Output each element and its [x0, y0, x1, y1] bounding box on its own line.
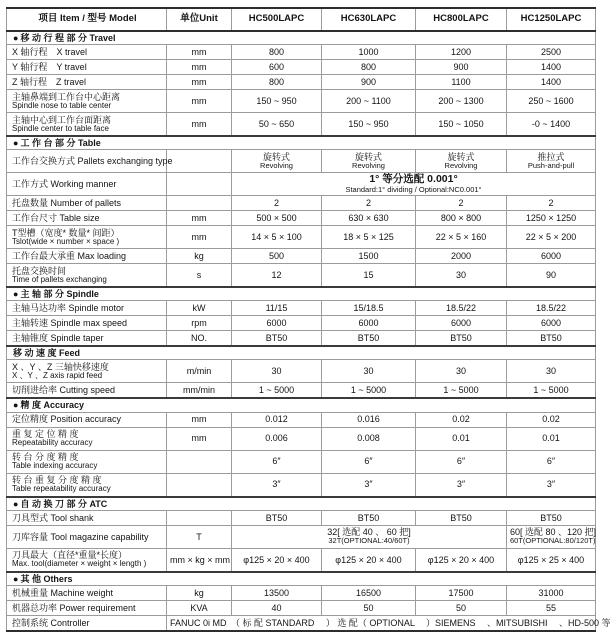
section-row — [7, 31, 596, 45]
value-cell: 11/15 — [232, 301, 322, 316]
text-line: Standard:1° dividing / Optional:NC0.001° — [345, 184, 482, 194]
section-label: 主 轴 部 分 Spindle — [20, 289, 99, 300]
section-label: 移 动 行 程 部 分 Travel — [20, 33, 116, 43]
value-cell: φ125 × 25 × 400 — [507, 548, 596, 572]
value-cell: 200 ~ 1300 — [416, 90, 507, 113]
section-label: 工 作 台 部 分 Table — [20, 138, 101, 149]
spec-item-cell — [7, 412, 167, 427]
value-cell: 800 — [232, 75, 322, 90]
text-line: Table indexing accuracy — [12, 461, 98, 471]
value-cell: 500 × 500 — [232, 211, 322, 226]
value-cell — [416, 150, 507, 173]
section-label: 其 他 Others — [20, 573, 73, 584]
value-cell: 1 ~ 5000 — [322, 383, 416, 399]
text-line: 重 复 定 位 精 度 — [12, 429, 79, 440]
value-cell: 30 — [322, 360, 416, 383]
spec-row — [7, 196, 596, 211]
text-line: Z 轴行程 Z travel — [12, 77, 87, 88]
value-cell: 900 — [322, 75, 416, 90]
value-cell — [232, 150, 322, 173]
spec-item-cell — [7, 301, 167, 316]
value-cell: φ125 × 20 × 400 — [322, 548, 416, 572]
value-cell: 18 × 5 × 125 — [322, 226, 416, 249]
value-cell: BT50 — [507, 331, 596, 347]
value-cell: 2 — [507, 196, 596, 211]
value-cell: 1000 — [322, 45, 416, 60]
section-label: 精 度 Accuracy — [20, 400, 84, 411]
spec-row — [7, 90, 596, 113]
text-line: 工作方式 Working manner — [12, 179, 117, 190]
value-cell: BT50 — [322, 331, 416, 347]
spec-row — [7, 427, 596, 450]
unit-cell: mm × kg × mm — [167, 548, 232, 572]
unit-cell: mm — [167, 113, 232, 137]
value-cell: 16500 — [322, 585, 416, 600]
spec-item-cell — [7, 331, 167, 347]
value-cell: 2 — [416, 196, 507, 211]
spec-row — [7, 331, 596, 347]
section-row — [7, 287, 596, 301]
unit-cell: KVA — [167, 600, 232, 615]
value-cell: 0.006 — [232, 427, 322, 450]
text-line: Spindle nose to table center — [12, 100, 112, 110]
value-cell: 30 — [232, 360, 322, 383]
value-cell: 6000 — [507, 316, 596, 331]
value-cell — [232, 525, 507, 548]
value-cell: 22 × 5 × 200 — [507, 226, 596, 249]
value-cell: 6000 — [322, 316, 416, 331]
text-line: 刀具最大（直径*重量*长度） — [12, 550, 128, 561]
spec-item-cell — [7, 75, 167, 90]
bullet-icon: ● — [13, 400, 19, 411]
value-cell: 1400 — [507, 75, 596, 90]
spec-item-cell — [7, 90, 167, 113]
value-cell: 0.02 — [416, 412, 507, 427]
bullet-icon: ● — [13, 498, 19, 509]
spec-row — [7, 316, 596, 331]
spec-row — [7, 45, 596, 60]
text-line: 32T(OPTIONAL:40/60T) — [328, 536, 410, 546]
text-line: 机器总功率 Power requirement — [12, 602, 136, 613]
spec-row — [7, 301, 596, 316]
spec-item-cell — [7, 473, 167, 497]
value-cell — [507, 150, 596, 173]
text-line: T型槽（宽度* 数量* 间距） — [12, 227, 120, 238]
text-line: Revolving — [352, 161, 385, 170]
value-cell: 150 ~ 950 — [232, 90, 322, 113]
value-cell — [322, 150, 416, 173]
text-line: 32[ 选配 40 、 60 把] — [327, 527, 411, 538]
value-cell: 40 — [232, 600, 322, 615]
section-label: 自 动 换 刀 部 分 ATC — [20, 498, 108, 509]
text-line: Y 轴行程 Y travel — [12, 62, 87, 73]
value-cell — [232, 173, 596, 196]
value-cell: 800 × 800 — [416, 211, 507, 226]
spec-item-cell — [7, 510, 167, 525]
value-cell: 50 — [416, 600, 507, 615]
value-cell: 15/18.5 — [322, 301, 416, 316]
spec-item-cell — [7, 211, 167, 226]
unit-cell — [167, 173, 232, 196]
section-row — [7, 136, 596, 150]
text-line: 主轴鼻端到工作台中心距离 — [12, 91, 121, 102]
section-label-cell — [7, 398, 596, 412]
unit-cell: s — [167, 264, 232, 288]
value-cell: BT50 — [232, 331, 322, 347]
value-cell: 1400 — [507, 60, 596, 75]
column-header-model: HC800LAPC — [416, 8, 507, 31]
value-cell: 0.01 — [416, 427, 507, 450]
value-cell: 6″ — [232, 450, 322, 473]
text-line: 旋转式 — [354, 151, 382, 162]
spec-row — [7, 510, 596, 525]
text-line: 主轴锥度 Spindle taper — [12, 333, 104, 344]
unit-cell: T — [167, 525, 232, 548]
value-cell: 800 — [232, 45, 322, 60]
unit-cell: mm/min — [167, 383, 232, 399]
spec-item-cell — [7, 600, 167, 615]
text-line: Tslot(wide × number × space ) — [12, 236, 120, 246]
value-cell: 22 × 5 × 160 — [416, 226, 507, 249]
value-cell: 800 — [322, 60, 416, 75]
value-cell: 0.008 — [322, 427, 416, 450]
value-cell: 0.02 — [507, 412, 596, 427]
section-label-cell — [7, 346, 596, 360]
value-cell: -0 ~ 1400 — [507, 113, 596, 137]
text-line: Table repeatability accuracy — [12, 484, 111, 494]
value-cell — [507, 525, 596, 548]
spec-row — [7, 150, 596, 173]
value-cell: 2500 — [507, 45, 596, 60]
bullet-icon: ● — [13, 33, 19, 43]
spec-item-cell — [7, 585, 167, 600]
value-cell — [167, 615, 611, 631]
value-cell: 12 — [232, 264, 322, 288]
section-row — [7, 346, 596, 360]
value-cell: 3″ — [232, 473, 322, 497]
value-cell: 55 — [507, 600, 596, 615]
spec-item-cell — [7, 150, 173, 173]
value-cell: 50 — [322, 600, 416, 615]
value-cell: 31000 — [507, 585, 596, 600]
value-cell: 630 × 630 — [322, 211, 416, 226]
column-header-item: 项目 Item / 型号 Model — [7, 8, 167, 31]
text-line: 1° 等分选配 0.001° — [369, 173, 458, 186]
value-cell: 900 — [416, 60, 507, 75]
bullet-icon: ● — [13, 138, 19, 149]
spec-item-cell — [7, 226, 167, 249]
text-line: 切削进给率 Cutting speed — [12, 385, 116, 396]
spec-sheet-page — [0, 7, 611, 628]
text-line: 工作台尺寸 Table size — [12, 213, 100, 224]
unit-cell: mm — [167, 75, 232, 90]
value-cell: 1200 — [416, 45, 507, 60]
value-cell: 17500 — [416, 585, 507, 600]
unit-cell — [167, 196, 232, 211]
value-cell: 200 ~ 1100 — [322, 90, 416, 113]
spec-row — [7, 600, 596, 615]
value-cell: 0.012 — [232, 412, 322, 427]
value-cell: 1250 × 1250 — [507, 211, 596, 226]
section-row — [7, 497, 596, 511]
unit-cell: mm — [167, 90, 232, 113]
spec-item-cell — [7, 316, 167, 331]
value-cell: 30 — [507, 360, 596, 383]
text-line: Max. tool(diameter × weight × length ) — [12, 559, 147, 569]
text-line: 主轴马达功率 Spindle motor — [12, 303, 125, 314]
text-line: X 、Y 、Z 三轴快移速度 — [12, 361, 109, 372]
spec-row — [7, 412, 596, 427]
text-line: 60T(OPTIONAL:80/120T) — [510, 536, 596, 546]
text-line: X 轴行程 X travel — [12, 47, 88, 58]
value-cell: 6000 — [232, 316, 322, 331]
spec-item-cell — [7, 548, 167, 572]
spec-row — [7, 211, 596, 226]
unit-cell: mm — [167, 412, 232, 427]
value-cell: 1 ~ 5000 — [507, 383, 596, 399]
unit-cell — [167, 150, 232, 173]
text-line: 控制系统 Controller — [12, 617, 90, 628]
unit-cell: mm — [167, 427, 232, 450]
value-cell: 30 — [416, 264, 507, 288]
value-cell: 600 — [232, 60, 322, 75]
text-line: X 、Y 、Z axis rapid feed — [12, 371, 103, 381]
machine-spec-table — [6, 7, 611, 632]
spec-item-cell — [7, 615, 167, 631]
spec-row — [7, 548, 596, 572]
text-line: 定位精度 Position accuracy — [12, 414, 122, 425]
spec-item-cell — [7, 383, 167, 399]
spec-row — [7, 360, 596, 383]
text-line: 托盘数量 Number of pallets — [12, 198, 122, 209]
text-line: Spindle center to table face — [12, 123, 109, 133]
spec-row — [7, 383, 596, 399]
text-line: Push-and-pull — [527, 161, 575, 170]
unit-cell: mm — [167, 211, 232, 226]
value-cell: 1 ~ 5000 — [232, 383, 322, 399]
value-cell: 6″ — [416, 450, 507, 473]
value-cell: 1500 — [322, 249, 416, 264]
text-line: 60[ 选配 80 、120 把] — [510, 527, 597, 538]
value-cell: 150 ~ 1050 — [416, 113, 507, 137]
value-cell: BT50 — [322, 510, 416, 525]
spec-row — [7, 249, 596, 264]
value-cell: 6″ — [507, 450, 596, 473]
text-line: 刀具型式 Tool shank — [12, 512, 94, 523]
value-cell: 18.5/22 — [416, 301, 507, 316]
value-cell: BT50 — [416, 510, 507, 525]
unit-cell: kg — [167, 585, 232, 600]
spec-item-cell — [7, 113, 167, 137]
value-cell: 50 ~ 650 — [232, 113, 322, 137]
unit-cell — [167, 473, 232, 497]
section-label: 移 动 速 度 Feed — [13, 348, 81, 359]
spec-item-cell — [7, 427, 167, 450]
text-line: 刀库容量 Tool magazine capability — [12, 531, 149, 542]
spec-item-cell — [7, 450, 167, 473]
value-cell: 2 — [232, 196, 322, 211]
value-cell: 3″ — [507, 473, 596, 497]
value-cell: BT50 — [507, 510, 596, 525]
spec-row — [7, 75, 596, 90]
unit-cell — [167, 510, 232, 525]
value-cell: φ125 × 20 × 400 — [232, 548, 322, 572]
spec-item-cell — [7, 196, 167, 211]
spec-row — [7, 615, 596, 631]
text-line: FANUC 0i MD （ 标 配 STANDARD ） 选 配（ OPTIONAL ）SIEMENS 、MITSUBISHI 、HD-500 等 — [170, 617, 611, 628]
text-line: 主轴中心到工作台面距离 — [12, 114, 112, 125]
text-line: 工作台最大承重 Max loading — [12, 251, 127, 262]
spec-item-cell — [7, 525, 167, 548]
text-line: 旋转式 — [447, 151, 475, 162]
value-cell: 2 — [322, 196, 416, 211]
section-label-cell — [7, 287, 596, 301]
value-cell: 500 — [232, 249, 322, 264]
value-cell: 150 ~ 950 — [322, 113, 416, 137]
spec-row — [7, 264, 596, 288]
unit-cell: rpm — [167, 316, 232, 331]
text-line: 工作台交换方式 Pallets exchanging type — [12, 156, 173, 167]
spec-row — [7, 226, 596, 249]
value-cell: 3″ — [416, 473, 507, 497]
spec-row — [7, 450, 596, 473]
spec-item-cell — [7, 173, 167, 196]
unit-cell: mm — [167, 60, 232, 75]
text-line: 旋转式 — [262, 151, 290, 162]
spec-item-cell — [7, 264, 167, 288]
spec-row — [7, 113, 596, 137]
bullet-icon: ● — [13, 573, 19, 584]
value-cell: 15 — [322, 264, 416, 288]
value-cell: 6000 — [507, 249, 596, 264]
value-cell: BT50 — [416, 331, 507, 347]
text-line: Revolving — [260, 161, 293, 170]
spec-row — [7, 60, 596, 75]
column-header-model: HC1250LAPC — [507, 8, 596, 31]
value-cell: 90 — [507, 264, 596, 288]
value-cell: 0.01 — [507, 427, 596, 450]
value-cell: 18.5/22 — [507, 301, 596, 316]
value-cell: 0.016 — [322, 412, 416, 427]
unit-cell: mm — [167, 226, 232, 249]
text-line: 托盘交换时间 — [12, 265, 67, 276]
spec-row — [7, 173, 596, 196]
spec-item-cell — [7, 45, 167, 60]
text-line: 机械重量 Machine weight — [12, 587, 114, 598]
text-line: Time of pallets exchanging — [12, 274, 107, 284]
spec-row — [7, 473, 596, 497]
section-row — [7, 398, 596, 412]
bullet-icon: ● — [13, 289, 19, 300]
value-cell: 3″ — [322, 473, 416, 497]
unit-cell — [167, 450, 232, 473]
text-line: 推拉式 — [537, 151, 565, 162]
spec-item-cell — [7, 60, 167, 75]
value-cell: φ125 × 20 × 400 — [416, 548, 507, 572]
spec-item-cell — [7, 360, 167, 383]
value-cell: 30 — [416, 360, 507, 383]
value-cell: 6000 — [416, 316, 507, 331]
section-label-cell — [7, 497, 596, 511]
spec-row — [7, 525, 596, 548]
column-header-unit: 单位Unit — [167, 8, 232, 31]
text-line: Repeatability accuracy — [12, 438, 93, 448]
column-header-model: HC500LAPC — [232, 8, 322, 31]
unit-cell: NO. — [167, 331, 232, 347]
text-line: Revolving — [444, 161, 478, 170]
table-header-row — [7, 8, 596, 31]
value-cell: 250 ~ 1600 — [507, 90, 596, 113]
spec-row — [7, 585, 596, 600]
section-row — [7, 572, 596, 586]
value-cell: 14 × 5 × 100 — [232, 226, 322, 249]
section-label-cell — [7, 572, 596, 586]
column-header-model: HC630LAPC — [322, 8, 416, 31]
value-cell: 6″ — [322, 450, 416, 473]
value-cell: 1100 — [416, 75, 507, 90]
value-cell: BT50 — [232, 510, 322, 525]
unit-cell: m/min — [167, 360, 232, 383]
section-label-cell — [7, 136, 596, 150]
section-label-cell — [7, 31, 596, 45]
unit-cell: kW — [167, 301, 232, 316]
value-cell: 2000 — [416, 249, 507, 264]
value-cell: 1 ~ 5000 — [416, 383, 507, 399]
unit-cell: kg — [167, 249, 232, 264]
spec-item-cell — [7, 249, 167, 264]
text-line: 主轴转速 Spindle max speed — [12, 318, 128, 329]
unit-cell: mm — [167, 45, 232, 60]
value-cell: 13500 — [232, 585, 322, 600]
text-line: 转 台 分 度 精 度 — [12, 452, 79, 463]
text-line: 转 台 重 复 分 度 精 度 — [12, 475, 102, 486]
